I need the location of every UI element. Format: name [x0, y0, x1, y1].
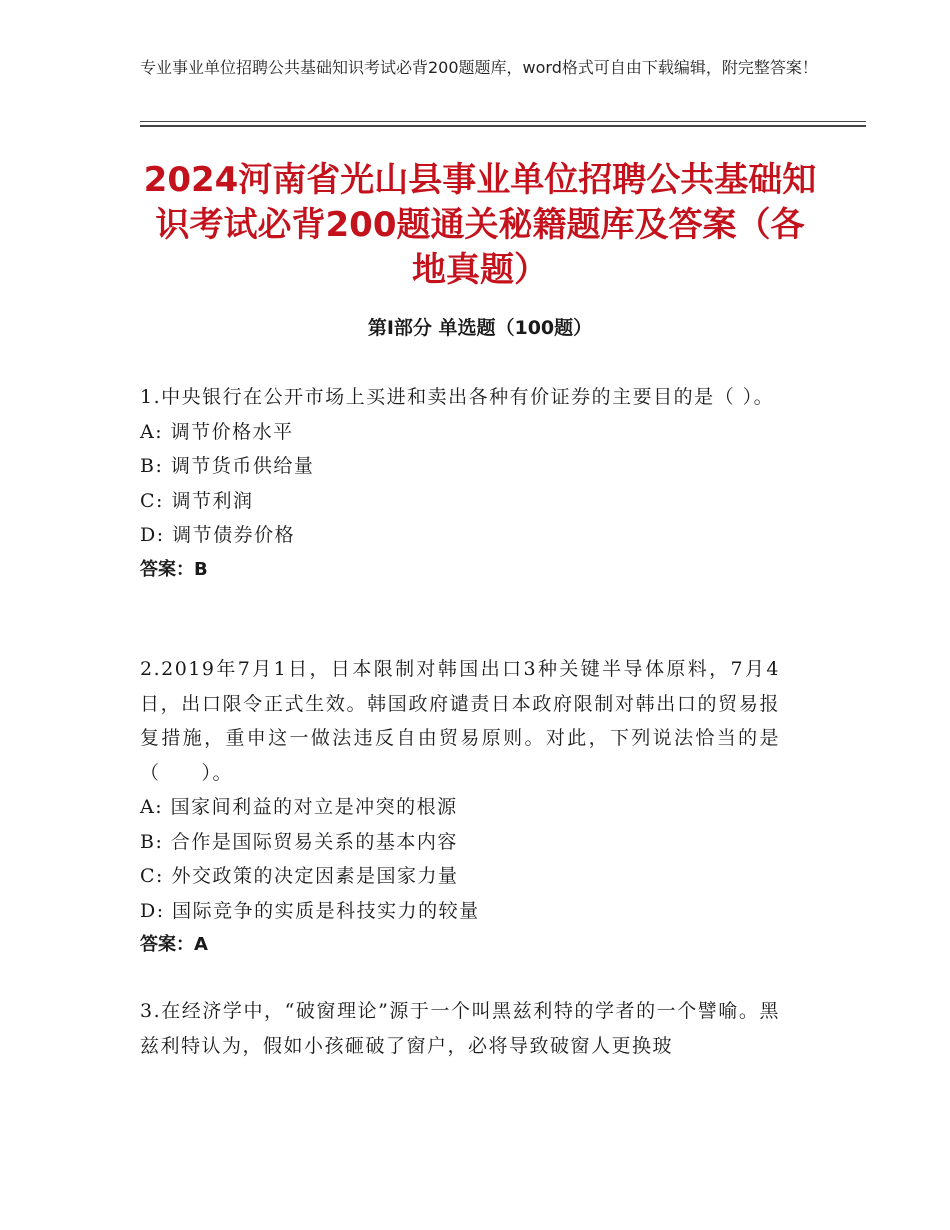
option-b: B: 调节货币供给量 — [140, 455, 315, 477]
option-b: B: 合作是国际贸易关系的基本内容 — [140, 830, 458, 853]
question-3 — [140, 994, 780, 1063]
option-d: D: 调节债券价格 — [140, 524, 296, 546]
section-heading: 第Ⅰ部分 单选题（100题） — [367, 317, 593, 339]
document-title: 2024河南省光山县事业单位招聘公共基础知识考试必背200题通关秘籍题库及答案（各地真题） — [143, 160, 817, 290]
option-d: D: 国际竞争的实质是科技实力的较量 — [140, 899, 480, 922]
header-divider-thick — [140, 125, 866, 127]
document-header-note: 专业事业单位招聘公共基础知识考试必背200题题库，word格式可自由下载编辑，附完整答案！ — [140, 58, 818, 77]
question-stem: 1.中央银行在公开市场上买进和卖出各种有价证券的主要目的是（ ）。 — [140, 386, 775, 408]
option-c: C: 外交政策的决定因素是国家力量 — [140, 865, 459, 887]
option-a: A: 调节价格水平 — [140, 420, 294, 443]
header-divider-thin — [140, 121, 866, 122]
option-c: C: 调节利润 — [140, 489, 254, 512]
answer-line: 答案：A — [140, 934, 208, 955]
question-2 — [140, 652, 780, 963]
answer-line: 答案：B — [140, 558, 208, 580]
question-stem: 3.在经济学中，“破窗理论”源于一个叫黑兹利特的学者的一个譬喻。黑兹利特认为，假如小孩砸破了窗户，必将导致破窗人更换玻 — [140, 1000, 780, 1057]
question-1 — [140, 380, 780, 587]
option-a: A: 国家间利益的对立是冲突的根源 — [140, 796, 458, 818]
question-stem: 2.2019年7月1日，日本限制对韩国出口3种关键半导体原料，7月4日，出口限令正式生效。韩国政府谴责日本政府限制对韩出口的贸易报复措施，重申这一做法违反自由贸易原则。对此，下列说法恰当的是（ ）。 — [140, 658, 780, 784]
